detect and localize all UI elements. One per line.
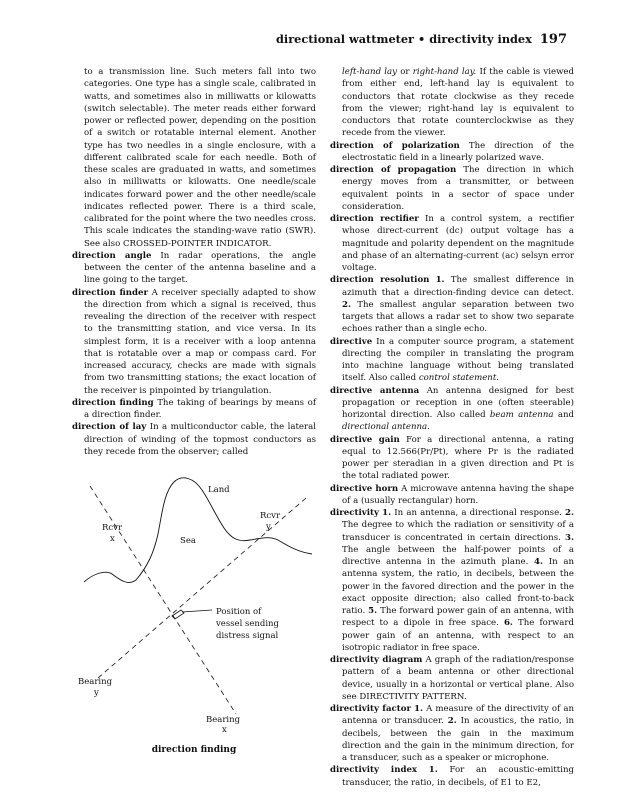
entry-direction-finder bbox=[72, 287, 316, 397]
definition: The direction of the electrostatic field in a linearly polarized wave. bbox=[342, 140, 574, 163]
sense-number: 2. bbox=[447, 716, 457, 727]
italic-term: beam antenna bbox=[489, 410, 554, 420]
definition: For a directional antenna, a rating equal to 12.566(Pr/Pt), where Pr is the radiated power per steradian in a given direction and Pt is the total radiated power. bbox=[342, 434, 575, 482]
entry-directive-gain bbox=[330, 434, 574, 483]
entry-direction-resolution bbox=[330, 274, 574, 335]
text: and bbox=[557, 410, 575, 420]
entry-direction-angle bbox=[72, 250, 316, 287]
entry-directive-antenna bbox=[330, 385, 574, 434]
continued-paragraph: to a transmission line. Such meters fall into two categories. One type has a single scale, calibrated in watts, and sometimes also in milliwatts or kilowatts (switch selectable). The meter reads either forward power or reflected power, depending on the position of a switch or rotatable internal element. Another type has two needles in a single enclosure, with a different calibrated scale for each needle. Both of these scales are graduated in watts, and sometimes also in milliwatts or kilowatts. One needle/scale indicates forward power and the other needle/scale indicates reflected power. There is a third scale, calibrated for the point where the two needles cross. This scale indicates the standing-wave ratio (SWR). See also CROSSED-POINTER INDICATOR. bbox=[84, 67, 316, 249]
headword: direction finding bbox=[72, 397, 154, 408]
label-position-1: Position of bbox=[216, 607, 262, 617]
headword: directivity bbox=[330, 508, 379, 518]
entry-directivity bbox=[330, 507, 574, 654]
headword: directivity index bbox=[330, 765, 418, 776]
headword: direction of propagation bbox=[330, 165, 457, 175]
headword: direction of polarization bbox=[330, 140, 460, 151]
label-rcvr-y-1: Rcvr bbox=[260, 511, 281, 521]
sense-number: 1. bbox=[382, 508, 392, 518]
entry-directivity-factor bbox=[330, 703, 574, 764]
running-header bbox=[276, 32, 567, 47]
continued-paragraph bbox=[330, 66, 574, 140]
sense-number: 1. bbox=[414, 704, 424, 714]
definition: The smallest angular separation between two targets that allows a radar set to show two separate echoes rather than a single echo. bbox=[342, 299, 574, 335]
sense-number: 2. bbox=[342, 299, 351, 310]
entry-directivity-index bbox=[330, 764, 574, 789]
label-bearing-x-2: x bbox=[222, 725, 227, 732]
label-sea: Sea bbox=[180, 536, 196, 546]
sense-number: 3. bbox=[565, 532, 574, 543]
headword: directivity factor bbox=[330, 704, 412, 714]
definition: For an acoustic-emitting transducer, the ratio, in decibels, of E1 to E2, bbox=[342, 765, 575, 788]
entry-directive-horn bbox=[330, 483, 574, 508]
vessel-icon bbox=[172, 610, 184, 619]
text: If the cable is viewed from either end, left-hand lay is equivalent to conductors that rotate clockwise as they recede from the viewer; right-hand lay is equivalent to conductors that rotate counterclockwise as they recede from the viewer. bbox=[342, 67, 575, 139]
sense-number: 5. bbox=[368, 606, 378, 616]
label-bearing-y-1: Bearing bbox=[78, 677, 113, 687]
headword: directive horn bbox=[330, 483, 399, 494]
header-title-right: directivity index bbox=[429, 32, 532, 46]
definition: A receiver specially adapted to show the direction from which a signal is received, thus revealing the direction of the receiver with respect to the transmitting station, and vice versa. In its simplest form, it is a receiver with a loop antenna that is rotatable over a map or compass card. For increased accuracy, checks are made with signals from two transmitting stations; the exact location of the receiver is pinpointed by triangulation. bbox=[84, 287, 316, 396]
definition: An antenna designed for best propagation or reception in one (often steerable) horizontal direction. Also called bbox=[342, 385, 574, 420]
headword: directive gain bbox=[330, 434, 400, 445]
bearing-line-y bbox=[98, 498, 306, 678]
header-title-left: directional wattmeter bbox=[276, 32, 414, 46]
headword: direction resolution bbox=[330, 275, 430, 286]
definition: In an antenna system, the ratio, in decibels, between the power in the favored direction and the power in the exact opposite direction; also called front-to-back ratio. bbox=[342, 557, 574, 616]
header-separator: • bbox=[418, 32, 426, 46]
headword: directive antenna bbox=[330, 385, 420, 396]
page-number: 197 bbox=[539, 32, 567, 47]
label-bearing-x-1: Bearing bbox=[206, 715, 241, 725]
entry-directivity-diagram bbox=[330, 654, 574, 703]
entry-directive bbox=[330, 336, 574, 385]
left-column bbox=[72, 66, 316, 458]
headword: direction of lay bbox=[72, 422, 147, 433]
definition: In a control system, a rectifier whose direct-current (dc) output voltage has a magnitude and polarity dependent on the magnitude and phase of an alternating-current (ac) selsyn error voltage. bbox=[342, 214, 574, 273]
label-rcvr-x-1: Rcvr bbox=[102, 523, 123, 533]
definition: The direction in which energy moves from a transmitter, or between equivalent points in a sector of space under consideration. bbox=[342, 165, 574, 212]
definition: The taking of bearings by means of a direction finder. bbox=[84, 397, 317, 420]
headword: directive bbox=[330, 336, 373, 347]
label-position-2: vessel sending bbox=[216, 619, 279, 629]
sense-number: 2. bbox=[565, 508, 575, 518]
definition: The angle between the half-power points of a directive antenna in the azimuth plane. bbox=[342, 544, 574, 567]
figure-svg bbox=[76, 470, 316, 732]
vessel-leader-line bbox=[182, 610, 212, 612]
definition: The forward power gain of an antenna, with respect to an isotropic radiator in free space. bbox=[342, 618, 575, 653]
headword: direction rectifier bbox=[330, 214, 419, 224]
sense-number: 1. bbox=[428, 765, 438, 776]
headword: direction angle bbox=[72, 250, 152, 261]
label-rcvr-x-2: x bbox=[110, 534, 115, 544]
definition: The degree to which the radiation or sensitivity of a transducer is concentrated in certain directions. bbox=[342, 520, 574, 543]
definition: A measure of the directivity of an antenna or transducer. bbox=[342, 704, 574, 727]
definition: In radar operations, the angle between the center of the antenna baseline and a line going to the target. bbox=[84, 250, 317, 286]
definition: A graph of the radiation/response pattern of a beam antenna or other directional device, usually in a horizontal or vertical plane. Also see DIRECTIVITY PATTERN. bbox=[342, 655, 574, 702]
definition: In acoustics, the ratio, in decibels, between the gain in the maximum direction and the gain in the minimum direction, for a transducer, such as a speaker or microphone. bbox=[342, 716, 575, 763]
italic-term: directional antenna. bbox=[342, 422, 430, 433]
sense-number: 4. bbox=[534, 557, 544, 567]
entry-direction-of-lay bbox=[72, 421, 316, 458]
definition: A microwave antenna having the shape of a (usually rectangular) horn. bbox=[342, 483, 575, 506]
entry-direction-of-propagation bbox=[330, 164, 574, 213]
definition: In a multiconductor cable, the lateral direction of winding of the topmost conductors as they recede from the observer; called bbox=[84, 422, 316, 457]
label-bearing-y-2: y bbox=[94, 688, 99, 698]
entry-direction-finding bbox=[72, 397, 316, 422]
italic-term: left-hand lay bbox=[342, 67, 398, 77]
entry-direction-rectifier bbox=[330, 213, 574, 274]
italic-term: right-hand lay. bbox=[412, 67, 477, 77]
figure-caption: direction finding bbox=[151, 745, 237, 755]
sense-number: 6. bbox=[503, 618, 513, 629]
text: or bbox=[400, 67, 410, 77]
definition: In a computer source program, a statement directing the compiler in translating the program into machine language without being translated itself. Also called bbox=[342, 336, 574, 384]
right-column bbox=[330, 66, 574, 789]
label-rcvr-y-2: y bbox=[266, 522, 271, 532]
entry-direction-of-polarization bbox=[330, 140, 574, 165]
definition: In an antenna, a directional response. bbox=[394, 508, 562, 518]
label-position-3: distress signal bbox=[216, 631, 279, 641]
definition: The forward power gain of an antenna, with respect to a dipole in free space. bbox=[342, 606, 574, 629]
headword: direction finder bbox=[72, 287, 149, 298]
italic-term: control statement. bbox=[418, 373, 500, 384]
sense-number: 1. bbox=[435, 275, 445, 286]
label-land: Land bbox=[208, 485, 230, 495]
definition: The smallest difference in azimuth that a direction-finding device can detect. bbox=[342, 275, 575, 298]
headword: directivity diagram bbox=[330, 655, 423, 665]
direction-finding-figure bbox=[76, 470, 316, 732]
